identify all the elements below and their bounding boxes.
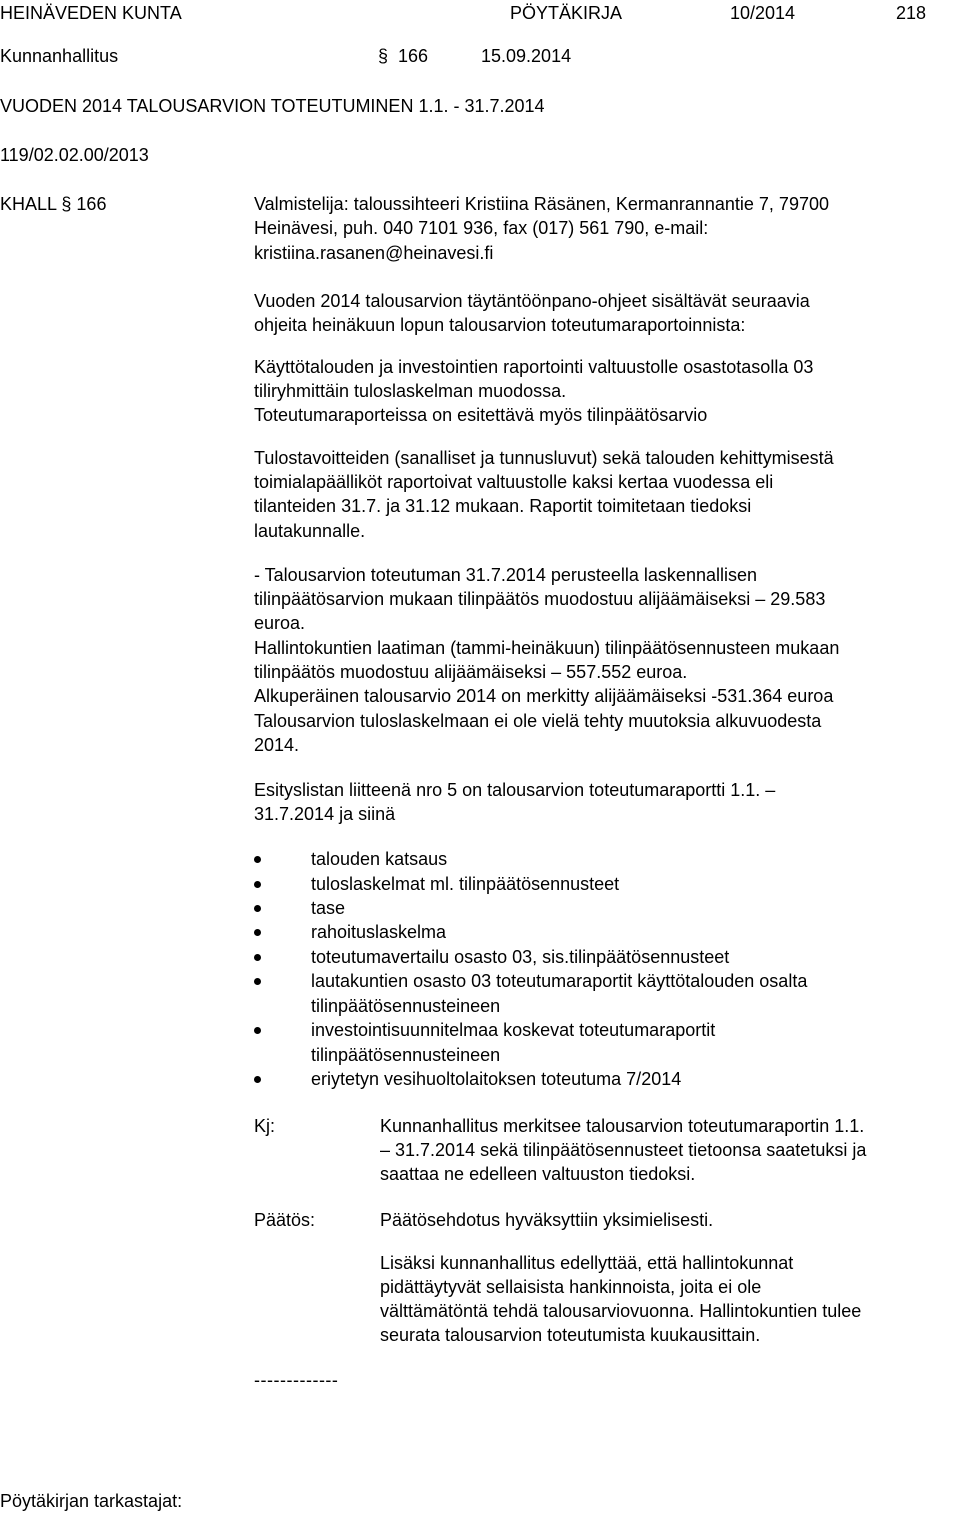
separator-line: ------------- [254, 1370, 339, 1390]
khall-label: KHALL § 166 [0, 194, 107, 214]
decision-addition: Lisäksi kunnanhallitus edellyttää, että hallintokunnat [380, 1253, 794, 1273]
page-number: 218 [896, 3, 927, 23]
paragraph-text: Toteutumaraporteissa on esitettävä myös tilinpäätösarvio [254, 405, 708, 425]
preparer-email: kristiina.rasanen@heinavesi.fi [254, 243, 494, 263]
paragraph-text: Vuoden 2014 talousarvion täytäntöönpano-ohjeet sisältävät seuraavia [254, 291, 810, 311]
paragraph-text: tilinpäätösarvion mukaan tilinpäätös muodostuu alijäämäiseksi – 29.583 [254, 589, 826, 609]
footer-reviewers: Pöytäkirjan tarkastajat: [0, 1491, 183, 1511]
bullet-icon [254, 978, 261, 985]
section-mark: § [61, 194, 72, 214]
reference-number: 119/02.02.00/2013 [0, 145, 149, 165]
paragraph-text: ohjeita heinäkuun lopun talousarvion toteutumaraportoinnista: [254, 315, 746, 335]
preparer-line-2: Heinävesi, puh. 040 7101 936, fax (017) 561 790, e-mail: [254, 218, 709, 238]
paragraph-text: toimialapäälliköt raportoivat valtuustolle kaksi kertaa vuodessa eli [254, 472, 774, 492]
paragraph-text: 2014. [254, 735, 300, 755]
bullet-icon [254, 905, 261, 912]
paragraph-text: 31.7.2014 ja siinä [254, 804, 396, 824]
document-type: PÖYTÄKIRJA [510, 3, 623, 23]
paragraph-text: Tulostavoitteiden (sanalliset ja tunnusluvut) sekä talouden kehittymisestä [254, 448, 834, 468]
paragraph-text: euroa. [254, 613, 306, 633]
section-number: 166 [398, 46, 429, 66]
agenda-title: VUODEN 2014 TALOUSARVION TOTEUTUMINEN 1.1. - 31.7.2014 [0, 96, 545, 116]
proposal-text: – 31.7.2014 sekä tilinpäätösennusteet tietoonsa saatetuksi ja [380, 1140, 867, 1160]
document-number: 10/2014 [730, 3, 796, 23]
paragraph-text: tiliryhmittäin tuloslaskelman muodossa. [254, 381, 567, 401]
bullet-icon [254, 1076, 261, 1083]
proposal-label: Kj: [254, 1116, 276, 1136]
bullet-icon [254, 929, 261, 936]
decision-addition: välttämätöntä tehdä talousarviovuonna. Hallintokuntien tulee [380, 1301, 862, 1321]
paragraph-text: Käyttötalouden ja investointien raportointi valtuustolle osastotasolla 03 [254, 357, 814, 377]
preparer-line-1: Valmistelija: taloussihteeri Kristiina Räsänen, Kermanrannantie 7, 79700 [254, 194, 829, 214]
bullet-icon [254, 954, 261, 961]
decision-text: Päätösehdotus hyväksyttiin yksimielisesti. [380, 1210, 714, 1230]
proposal-text: saattaa ne edelleen valtuuston tiedoksi. [380, 1164, 696, 1184]
paragraph-text: - Talousarvion toteutuman 31.7.2014 perusteella laskennallisen [254, 565, 757, 585]
bullet-icon [254, 1027, 261, 1034]
paragraph-text: tilinpäätös muodostuu alijäämäiseksi – 557.552 euroa. [254, 662, 688, 682]
municipality-name: HEINÄVEDEN KUNTA [0, 3, 182, 23]
proposal-text: Kunnanhallitus merkitsee talousarvion toteutumaraportin 1.1. [380, 1116, 865, 1136]
governing-body: Kunnanhallitus [0, 46, 119, 66]
decision-addition: seurata talousarvion toteutumista kuukausittain. [380, 1325, 761, 1345]
decision-addition: pidättäytyvät sellaisista hankinnoista, joita ei ole [380, 1277, 762, 1297]
section-mark: § [378, 46, 389, 66]
paragraph-text: Talousarvion tuloslaskelmaan ei ole vielä tehty muutoksia alkuvuodesta [254, 711, 822, 731]
decision-label: Päätös: [254, 1210, 316, 1230]
bullet-icon [254, 856, 261, 863]
paragraph-text: tilanteiden 31.7. ja 31.12 mukaan. Raportit toimitetaan tiedoksi [254, 496, 752, 516]
bullet-icon [254, 881, 261, 888]
paragraph-text: Hallintokuntien laatiman (tammi-heinäkuun) tilinpäätösennusteen mukaan [254, 638, 840, 658]
paragraph-text: Esityslistan liitteenä nro 5 on talousarvion toteutumaraportti 1.1. – [254, 780, 776, 800]
paragraph-text: Alkuperäinen talousarvio 2014 on merkitty alijäämäiseksi -531.364 euroa [254, 686, 834, 706]
paragraph-text: lautakunnalle. [254, 521, 366, 541]
meeting-date: 15.09.2014 [481, 46, 572, 66]
